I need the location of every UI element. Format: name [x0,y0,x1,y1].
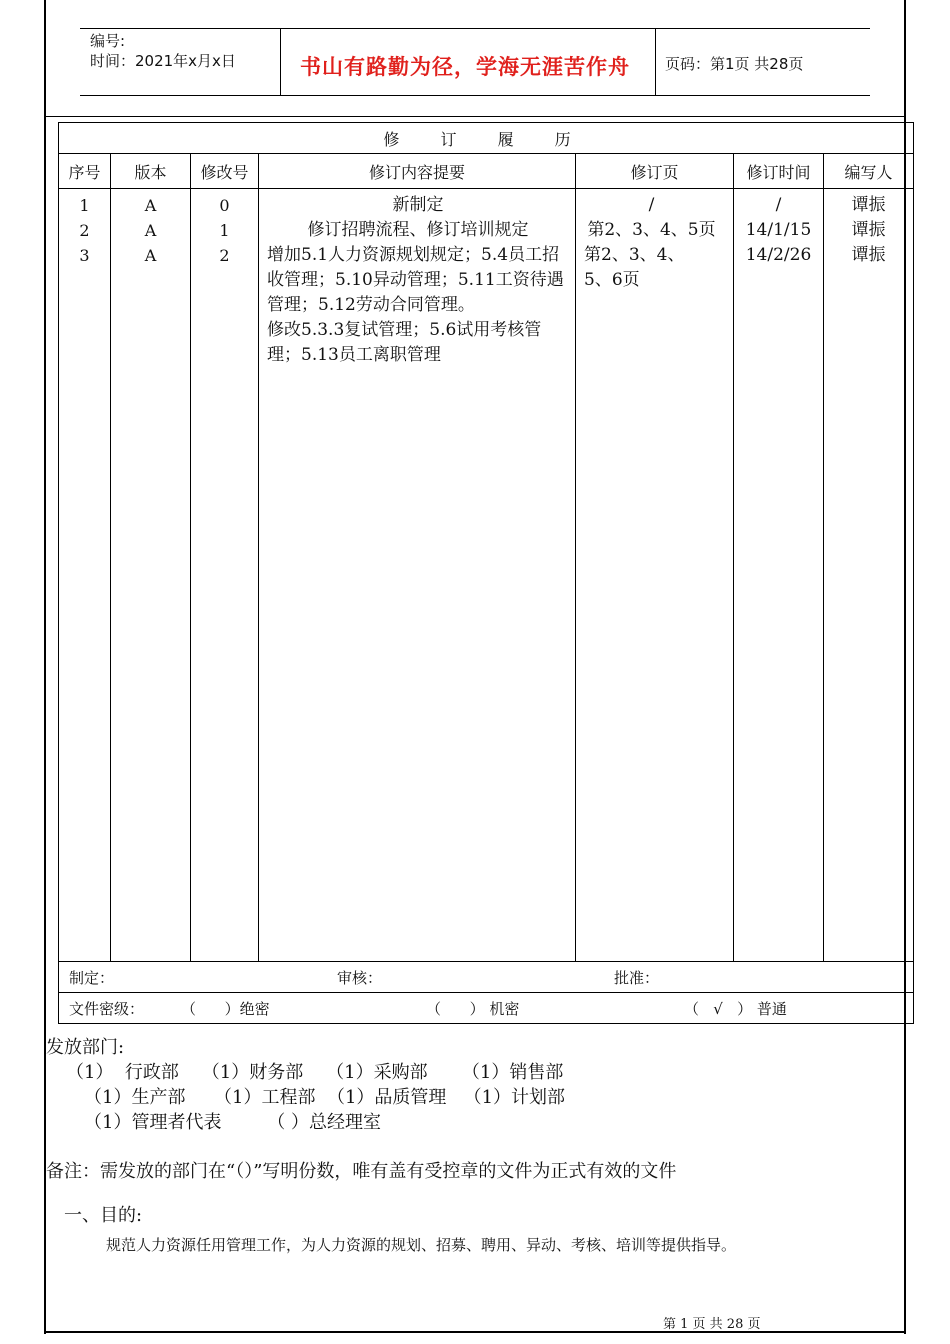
content-line: 增加5.1人力资源规划规定；5.4员工招收管理；5.10异动管理；5.11工资待遇管理；5.12劳动合同管理。 [267,245,564,315]
header-divider-1 [280,28,281,96]
header-page-number: 页码：第1页 共28页 [665,55,804,73]
header-bottom-rule [80,95,870,96]
seq-value: 3 [79,246,90,265]
header-page-rule [44,116,906,117]
made-by-label: 制定： [69,968,115,987]
pages-cell [576,189,734,962]
author-value: 谭振 [851,245,886,265]
version-value: A [144,246,157,265]
distribution-row: （1）生产部 （1）工程部 （1）品质管理 （1）计划部 [84,1087,566,1108]
date-cell [734,189,824,962]
header-top-rule [80,28,870,29]
col-header-author: 编写人 [824,154,914,189]
section-heading-purpose: 一、目的: [64,1205,143,1226]
document-number-label: 编号: [90,32,126,50]
pages-value: 第2、3、4、5、6页 [584,245,685,290]
author-cell [824,189,914,962]
revision-history-table [58,122,914,1024]
date-value: 14/2/26 [745,245,812,265]
col-header-pages: 修订页 [576,154,734,189]
distribution-row: （1）管理者代表 （ ）总经理室 [84,1112,381,1133]
col-header-seq: 序号 [59,154,111,189]
revision-title: 修 订 履 历 [59,123,914,154]
distribution-label: 发放部门: [46,1037,125,1058]
version-value: A [144,221,157,240]
content-line: 新制定 [392,195,444,215]
version-value: A [144,196,157,215]
col-header-date: 修订时间 [734,154,824,189]
change-no-value: 2 [219,246,230,265]
page-border-bottom [44,1331,906,1333]
date-value: / [775,195,782,215]
approved-by-label: 批准： [614,968,660,987]
change-no-cell [191,189,259,962]
secrecy-label: 文件密级： [69,999,145,1018]
author-value: 谭振 [851,195,886,215]
content-line: 修改5.3.3复试管理；5.6试用考核管理；5.13员工离职管理 [267,320,542,365]
distribution-row: （1） 行政部 （1）财务部 （1）采购部 （1）销售部 [66,1062,564,1083]
col-header-content: 修订内容提要 [259,154,576,189]
col-header-version: 版本 [111,154,191,189]
distribution-note: 备注：需发放的部门在“（）”写明份数，唯有盖有受控章的文件为正式有效的文件 [46,1161,677,1182]
secrecy-row [59,993,914,1024]
date-value: 14/1/15 [745,220,812,240]
author-value: 谭振 [851,220,886,240]
content-cell [259,189,576,962]
version-cell [111,189,191,962]
secrecy-normal: （ √ ） 普通 [684,999,787,1018]
seq-cell [59,189,111,962]
revision-header-row [59,154,914,189]
change-no-value: 1 [219,221,230,240]
seq-value: 1 [79,196,90,215]
secrecy-confidential: （ ） 机密 [426,999,520,1018]
change-no-value: 0 [219,196,230,215]
header-divider-2 [655,28,656,96]
pages-value: / [648,195,655,215]
page-border-left [44,0,46,1334]
purpose-text: 规范人力资源任用管理工作，为人力资源的规划、招募、聘用、异动、考核、培训等提供指导。 [106,1236,737,1254]
pages-value: 第2、3、4、5页 [587,220,716,240]
header-motto: 书山有路勤为径，学海无涯苦作舟 [300,55,630,79]
col-header-change-no: 修改号 [191,154,259,189]
signature-row [59,962,914,993]
seq-value: 2 [79,221,90,240]
footer-page-number: 第 1 页 共 28 页 [663,1317,761,1332]
content-line: 修订招聘流程、修订培训规定 [307,220,529,240]
reviewed-by-label: 审核： [337,968,383,987]
secrecy-top-secret: （ ）绝密 [181,999,270,1018]
document-date-label: 时间：2021年x月x日 [90,52,236,70]
revision-body-row [59,189,914,962]
